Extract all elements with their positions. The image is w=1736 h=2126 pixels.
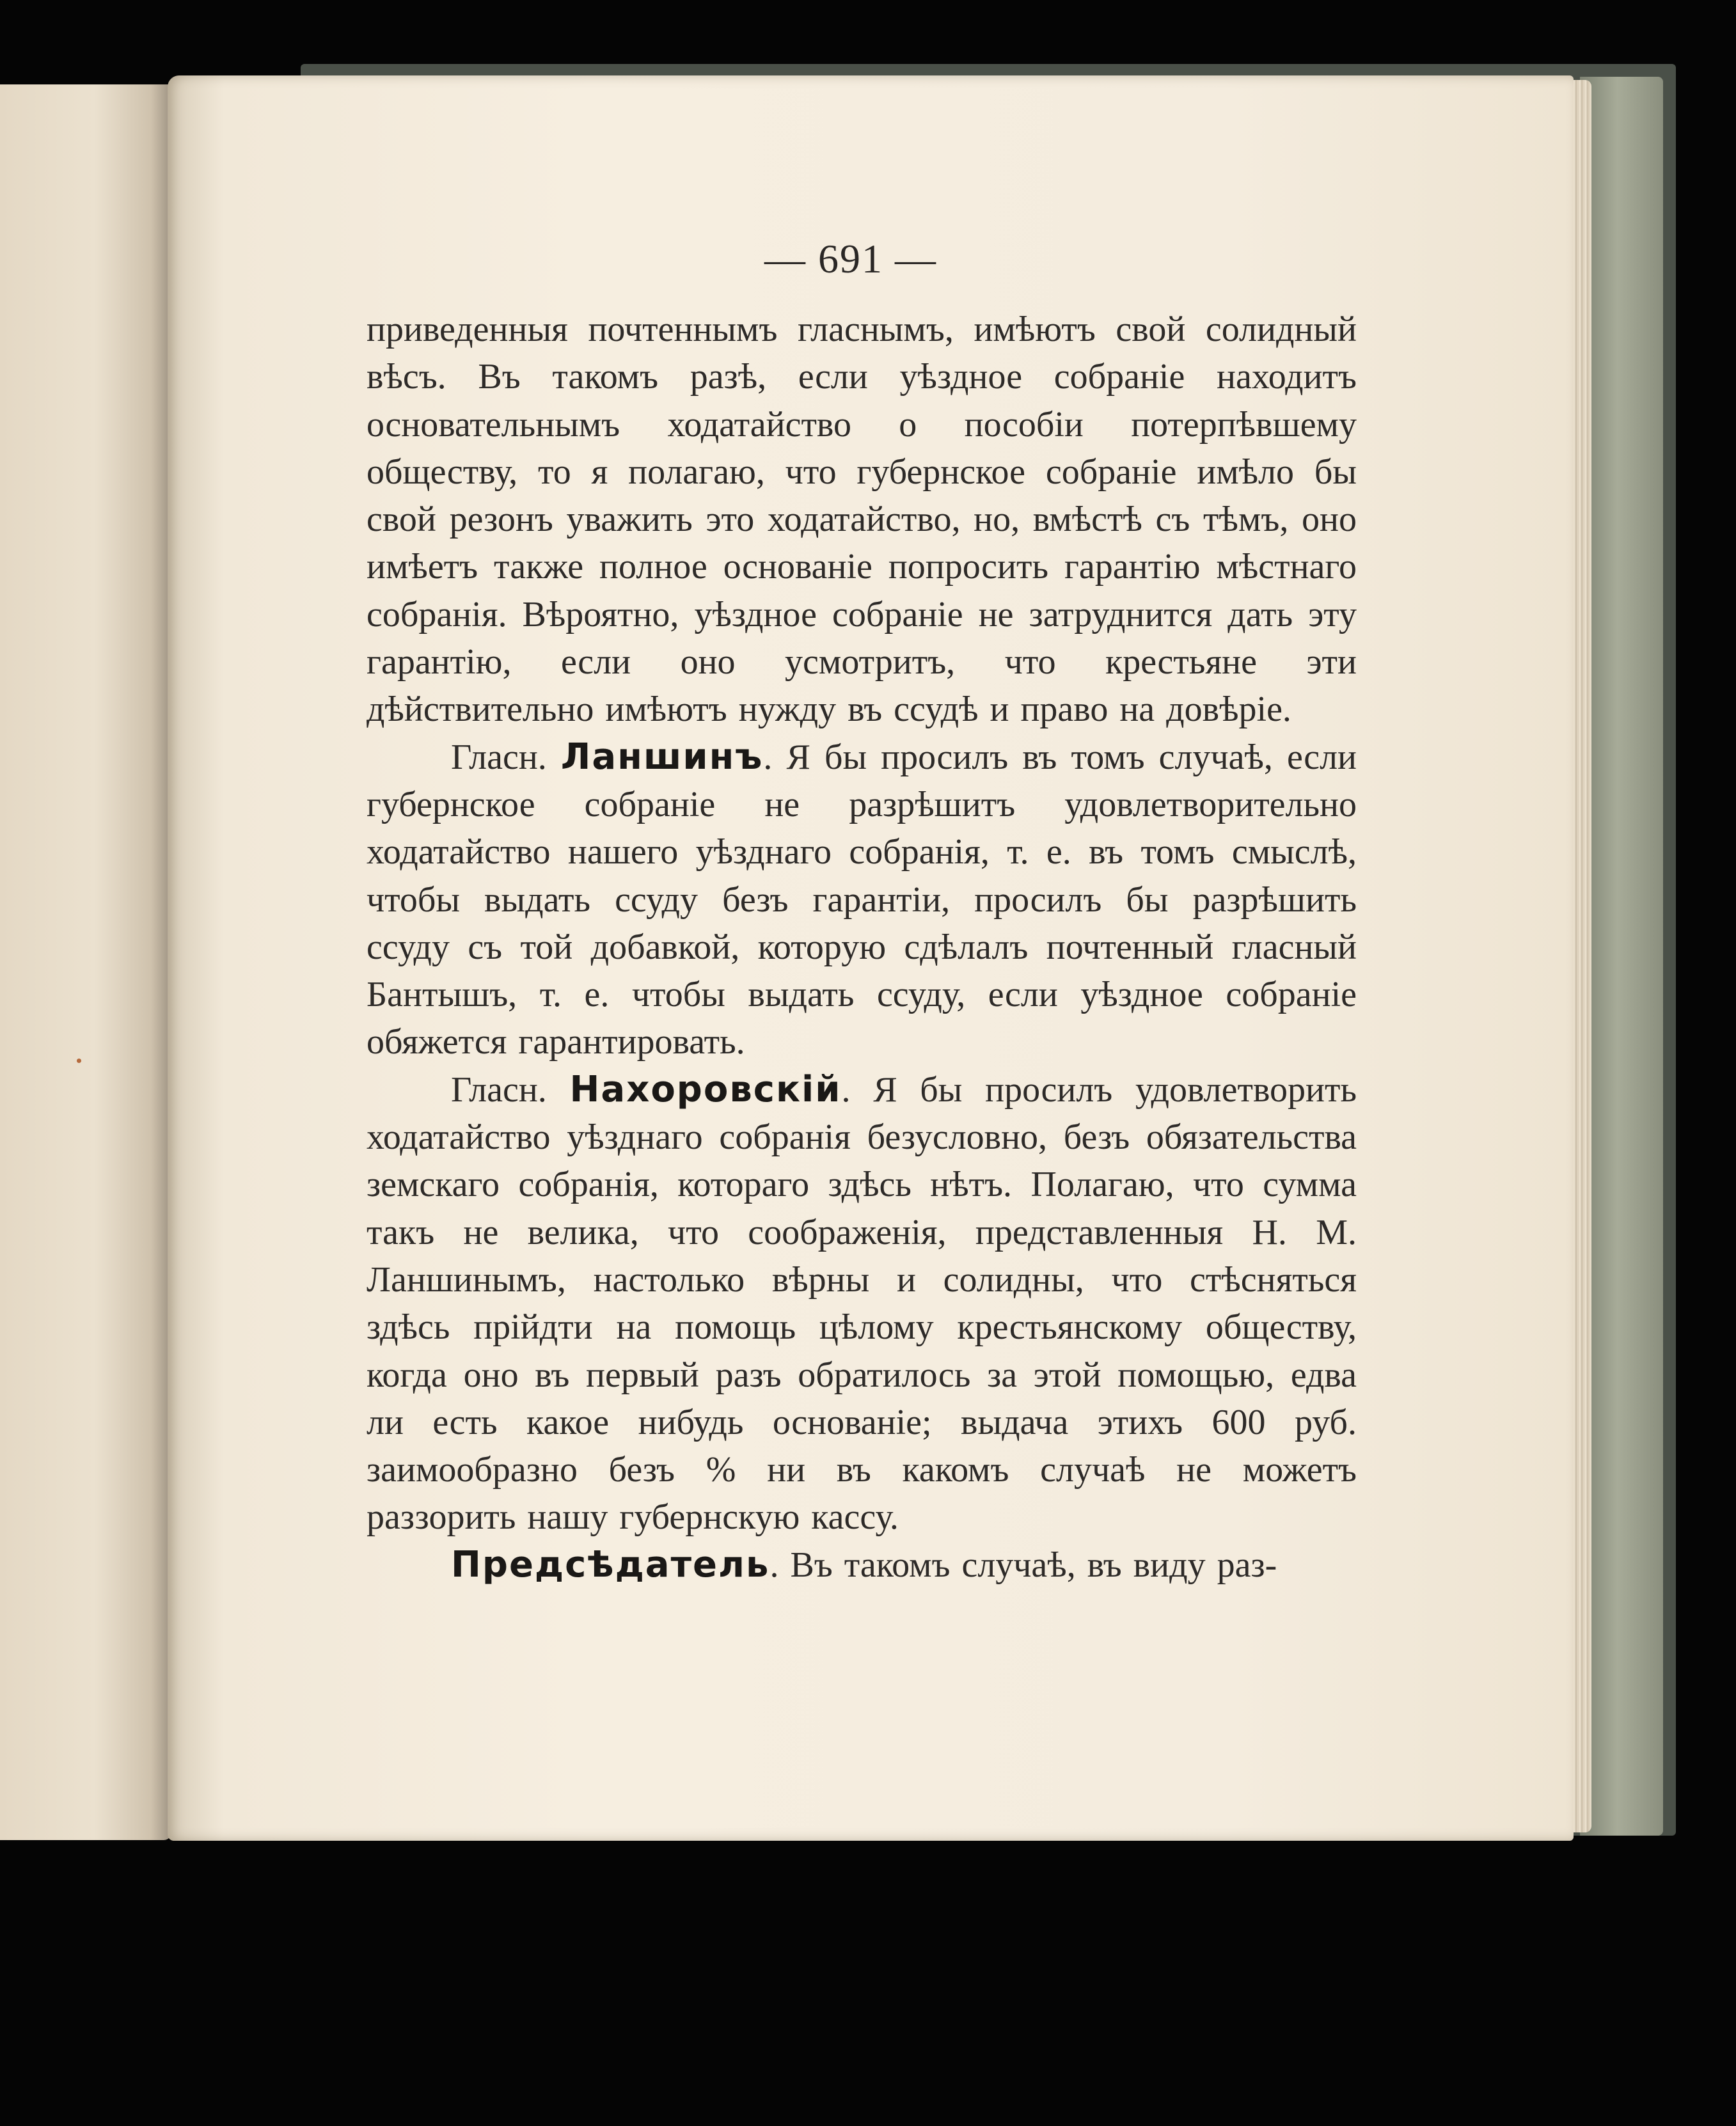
speaker-name: Ланшинъ <box>560 736 764 778</box>
body-text <box>367 306 1357 1589</box>
page-number: — 691 — <box>764 236 937 281</box>
paragraph-nakhorovsky <box>367 1066 1357 1541</box>
paragraph-chairman <box>367 1541 1357 1589</box>
speaker-title: Гласн. <box>451 737 561 777</box>
left-page <box>0 84 171 1840</box>
paragraph-text: . Я бы просилъ удовлетворить ходатайство уѣзднаго собранія безусловно, безъ обязательства земскаго собранія, котораго здѣсь нѣтъ. Полагаю, что сумма такъ не велика, что соображенія, представленныя Н. М. Ланшинымъ, настолько вѣрны и солидны, что стѣсняться здѣсь прійдти на помощь цѣлому крестьянскому обществу, когда оно въ первый разъ обратилось за этой помощью, едва ли есть какое нибудь основаніе; выдача этихъ 600 руб. заимообразно безъ % ни въ какомъ случаѣ не можетъ раззорить нашу губернскую кассу. <box>367 1069 1357 1538</box>
paper-speck <box>77 1059 81 1063</box>
speaker-name: Предсѣдатель <box>451 1543 770 1586</box>
paragraph-text: . Я бы просилъ въ томъ случаѣ, если губернское собраніе не разрѣшитъ удовлетворительно ходатайство нашего уѣзднаго собранія, т. е. въ томъ смыслѣ, чтобы выдать ссуду безъ гарантіи, просилъ бы разрѣшить ссуду съ той добавкой, которую сдѣлалъ почтенный гласный Бантышъ, т. е. чтобы выдать ссуду, если уѣздное собраніе обяжется гарантировать. <box>367 737 1357 1062</box>
paragraph-continuation <box>367 306 1357 734</box>
book-cover-edge <box>1580 77 1663 1836</box>
paragraph-lanshin <box>367 734 1357 1066</box>
paragraph-text: . Въ такомъ случаѣ, въ виду раз- <box>769 1545 1277 1585</box>
paragraph-text: приведенныя почтеннымъ гласнымъ, имѣютъ свой солидный вѣсъ. Въ такомъ разѣ, если уѣздное собраніе находитъ основательнымъ ходатайство о пособіи потерпѣвшему обществу, то я полагаю, что губернское собраніе имѣло бы свой резонъ уважить это ходатайство, но, вмѣстѣ съ тѣмъ, оно имѣетъ также полное основаніе попросить гарантію мѣстнаго собранія. Вѣроятно, уѣздное собраніе не затруднится дать эту гарантію, если оно усмотритъ, что крестьяне эти дѣйствительно имѣютъ нужду въ ссудѣ и право на довѣріе. <box>367 310 1357 730</box>
speaker-name: Нахоровскій <box>569 1068 842 1110</box>
speaker-title: Гласн. <box>451 1069 570 1110</box>
